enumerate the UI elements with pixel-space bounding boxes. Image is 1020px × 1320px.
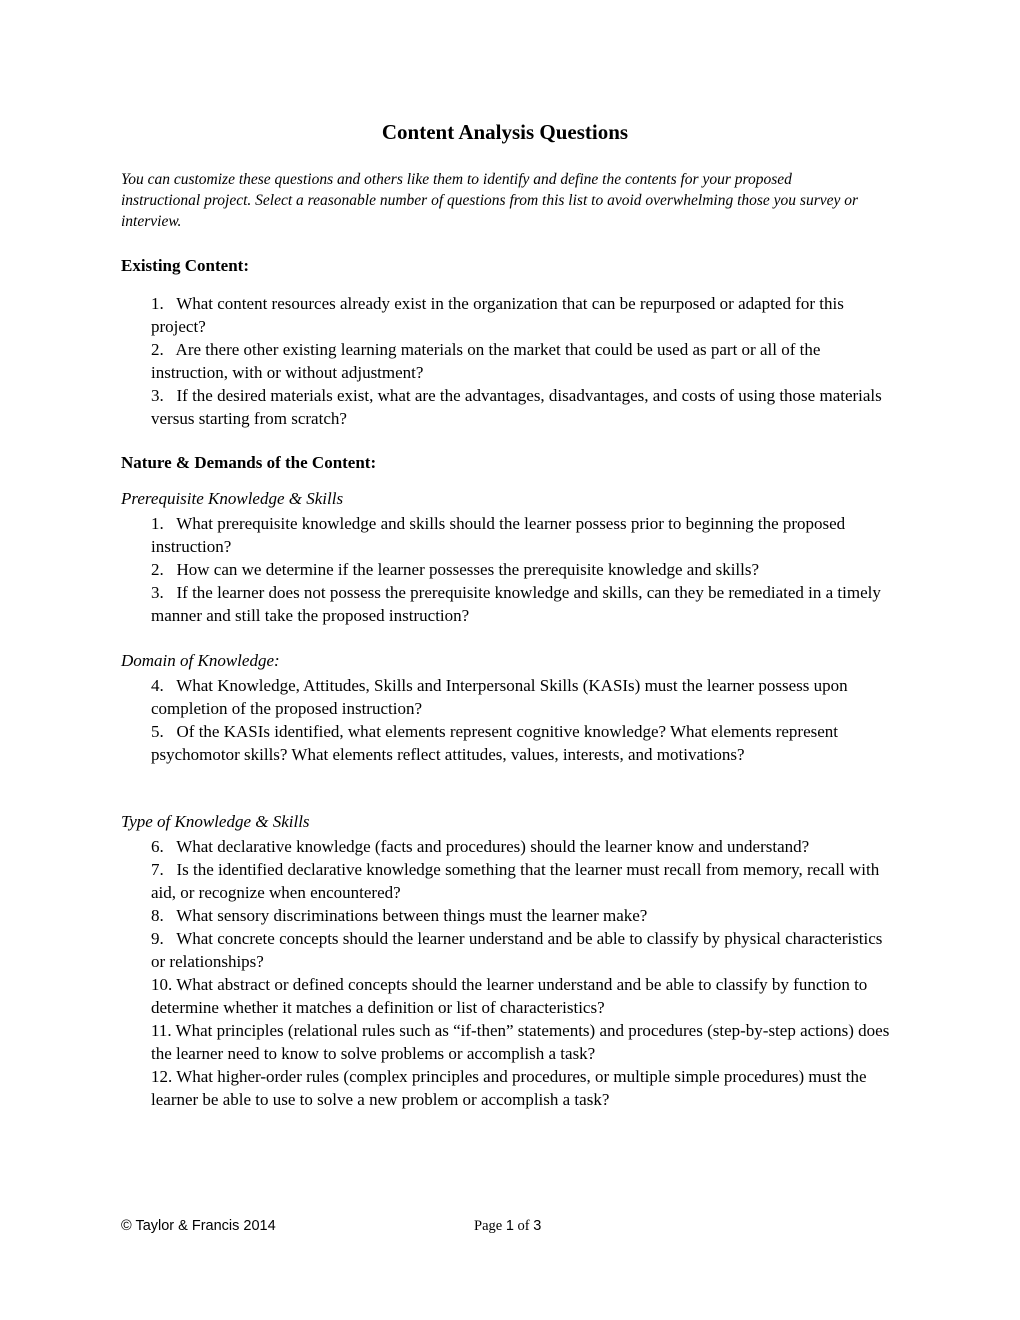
question-item: 3. If the desired materials exist, what are the advantages, disadvantages, and costs of using those materials versus starting from scratch? [151,386,882,428]
question-item: 10. What abstract or defined concepts should the learner understand and be able to classify by function to determine whether it matches a definition or list of characteristics? [151,975,868,1017]
page-of-label: of [517,1218,530,1234]
question-item: 9. What concrete concepts should the learner understand and be able to classify by physical characteristics or relationships? [151,929,883,971]
page-total: 3 [533,1218,542,1234]
question-item: 7. Is the identified declarative knowledge something that the learner must recall from memory, recall with aid, or recognize when encountered? [151,860,880,902]
question-item: 4. What Knowledge, Attitudes, Skills and Interpersonal Skills (KASIs) must the learner possess upon completion of the proposed instruction? [151,676,848,718]
existing-content-heading: Existing Content: [121,256,249,275]
page-current: 1 [505,1218,514,1234]
question-item: 12. What higher-order rules (complex principles and procedures, or multiple simple procedures) must the learner be able to use to solve a new problem or accomplish a task? [151,1067,867,1109]
question-item: 2. How can we determine if the learner possesses the prerequisite knowledge and skills? [151,560,760,579]
prerequisite-questions [151,512,899,627]
intro-paragraph: You can customize these questions and others like them to identify and define the contents for your proposed instructional project. Select a reasonable number of questions from this list to avoid overwhelming those you survey or interview. [121,171,859,230]
question-item: 3. If the learner does not possess the prerequisite knowledge and skills, can they be remediated in a timely manner and still take the proposed instruction? [151,583,881,625]
nature-demands-heading: Nature & Demands of the Content: [121,453,377,472]
footer-copyright: © Taylor & Francis 2014 [121,1218,276,1234]
prerequisite-subheading: Prerequisite Knowledge & Skills [121,489,344,508]
page-title: Content Analysis Questions [381,120,629,144]
question-item: 1. What prerequisite knowledge and skills should the learner possess prior to beginning the proposed instruction? [151,514,846,556]
type-questions [151,835,899,1111]
footer-page-number [474,1218,541,1235]
question-item: 6. What declarative knowledge (facts and procedures) should the learner know and understand? [151,837,810,856]
question-item: 5. Of the KASIs identified, what elements represent cognitive knowledge? What elements represent psychomotor skills? What elements reflect attitudes, values, interests, and motivations? [151,722,839,764]
page-label: Page [474,1218,503,1234]
domain-subheading: Domain of Knowledge: [121,651,280,670]
question-item: 2. Are there other existing learning materials on the market that could be used as part or all of the instruction, with or without adjustment? [151,340,821,382]
existing-content-questions [151,292,899,430]
domain-questions [151,674,899,766]
type-subheading: Type of Knowledge & Skills [121,812,310,831]
question-item: 1. What content resources already exist in the organization that can be repurposed or adapted for this project? [151,294,844,336]
question-item: 8. What sensory discriminations between things must the learner make? [151,906,648,925]
question-item: 11. What principles (relational rules such as “if-then” statements) and procedures (step-by-step actions) does the learner need to know to solve problems or accomplish a task? [151,1021,890,1063]
